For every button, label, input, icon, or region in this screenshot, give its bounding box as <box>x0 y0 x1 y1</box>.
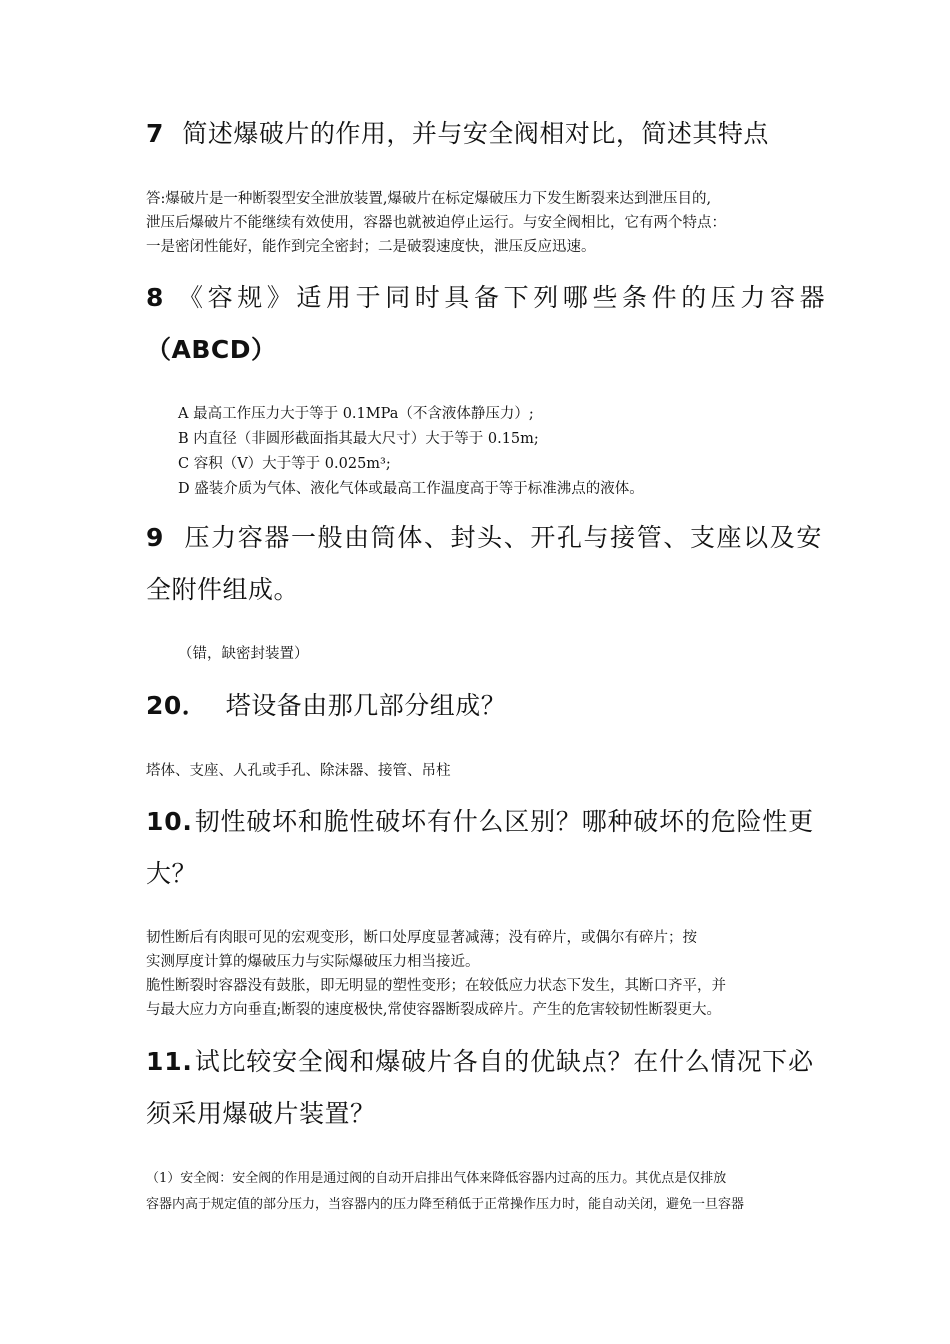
answer-line: 容器内高于规定值的部分压力，当容器内的压力降至稍低于正常操作压力时，能自动关闭，避免一旦容器 <box>146 1197 745 1212</box>
question-9-heading <box>146 512 823 564</box>
question-title: 压力容器一般由筒体、封头、开孔与接管、支座以及安 <box>184 523 823 552</box>
question-number: 10. <box>146 807 193 836</box>
question-11-heading-cont: 须采用爆破片装置？ <box>146 1099 376 1128</box>
question-8-heading <box>146 272 829 324</box>
question-10-heading-cont: 大？ <box>146 859 198 888</box>
question-8-answer-key: （ABCD） <box>146 335 277 364</box>
answer-line: 脆性断裂时容器没有鼓胀，即无明显的塑性变形；在较低应力状态下发生，其断口齐平，并 <box>146 978 726 994</box>
question-11-heading <box>146 1036 814 1088</box>
question-number: 20． <box>146 691 208 720</box>
answer-line: 实测厚度计算的爆破压力与实际爆破压力相当接近。 <box>146 954 480 970</box>
answer-line: 泄压后爆破片不能继续有效使用，容器也就被迫停止运行。与安全阀相比，它有两个特点： <box>146 215 726 231</box>
question-number: 9 <box>146 523 165 552</box>
option-b: B 内直径（非圆形截面指其最大尺寸）大于等于 0.15m; <box>178 431 539 447</box>
answer-line: （1）安全阀：安全阀的作用是通过阀的自动开启排出气体来降低容器内过高的压力。其优点是仅排放 <box>146 1171 727 1186</box>
question-9-heading-cont: 全附件组成。 <box>146 575 300 604</box>
option-a: A 最高工作压力大于等于 0.1MPa（不含液体静压力）; <box>178 406 534 422</box>
question-number: 8 <box>146 283 168 312</box>
question-10-heading <box>146 796 814 848</box>
option-d: D 盛装介质为气体、液化气体或最高工作温度高于等于标准沸点的液体。 <box>178 481 644 497</box>
question-title: 《容规》适用于同时具备下列哪些条件的压力容器 <box>178 283 830 312</box>
question-20-heading <box>146 680 506 732</box>
answer-line: 与最大应力方向垂直;断裂的速度极快,常使容器断裂成碎片。产生的危害较韧性断裂更大。 <box>146 1002 721 1018</box>
answer-line: 韧性断后有肉眼可见的宏观变形，断口处厚度显著减薄；没有碎片，或偶尔有碎片；按 <box>146 930 697 946</box>
question-7-heading <box>146 108 769 160</box>
question-title: 试比较安全阀和爆破片各自的优缺点？在什么情况下必 <box>194 1047 814 1076</box>
answer-line: 答:爆破片是一种断裂型安全泄放装置,爆破片在标定爆破压力下发生断裂来达到泄压目的, <box>146 191 712 207</box>
question-number: 11. <box>146 1047 193 1076</box>
answer-line: 一是密闭性能好，能作到完全密封；二是破裂速度快，泄压反应迅速。 <box>146 239 596 255</box>
question-title: 简述爆破片的作用，并与安全阀相对比，简述其特点 <box>182 119 769 148</box>
question-title: 塔设备由那几部分组成？ <box>225 691 507 720</box>
answer-line: 塔体、支座、人孔或手孔、除沫器、接管、吊柱 <box>146 763 451 779</box>
question-number: 7 <box>146 119 164 148</box>
option-c: C 容积（V）大于等于 0.025m³; <box>178 456 391 472</box>
question-title: 韧性破坏和脆性破坏有什么区别？哪种破坏的危险性更 <box>194 807 814 836</box>
answer-line: （错，缺密封装置） <box>178 646 309 662</box>
